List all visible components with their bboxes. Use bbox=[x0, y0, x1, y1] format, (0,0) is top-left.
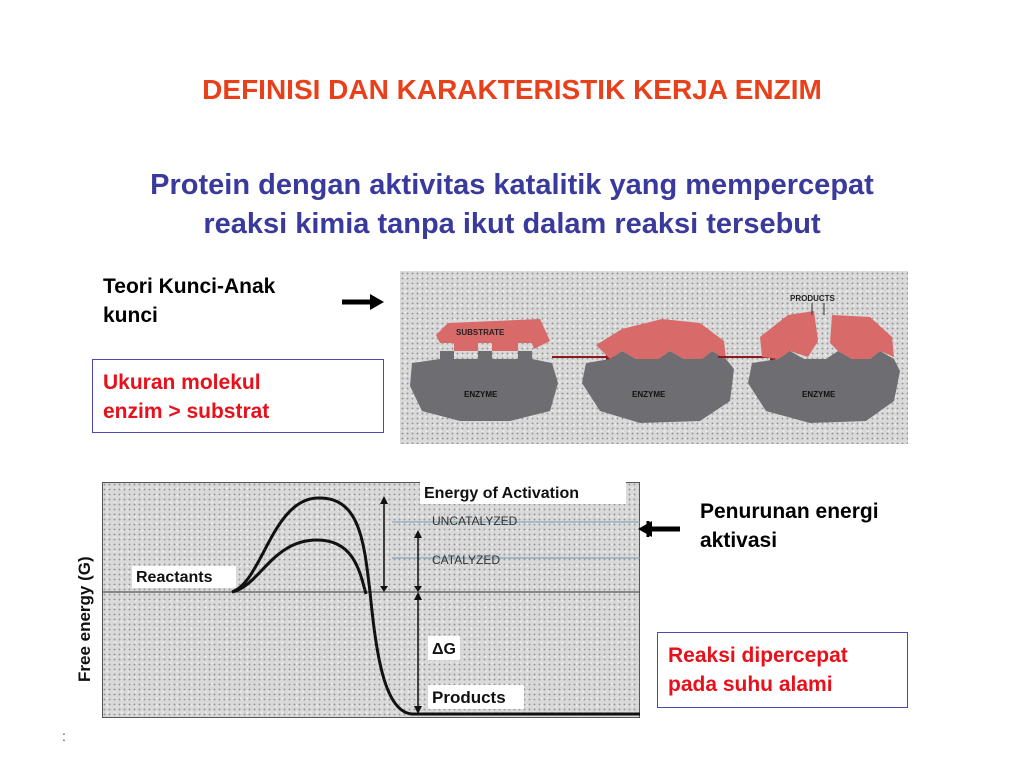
y-axis-label bbox=[70, 512, 98, 712]
catalyzed-curve bbox=[232, 540, 366, 594]
slide-subtitle bbox=[60, 166, 964, 244]
activation-decrease-line-1: Penurunan energi bbox=[700, 500, 879, 523]
uncatalyzed-curve bbox=[232, 498, 640, 714]
products-level-label: Products bbox=[432, 688, 506, 707]
subtitle-line-1: Protein dengan aktivitas katalitik yang mempercepat bbox=[150, 169, 874, 201]
energy-diagram bbox=[102, 482, 640, 718]
reaction-speed-line-2: pada suhu alami bbox=[668, 673, 833, 696]
reactants-label: Reactants bbox=[136, 569, 213, 586]
activation-decrease-line-2: aktivasi bbox=[700, 529, 778, 552]
y-axis-text: Free energy (G) bbox=[75, 556, 94, 682]
substrate-shape-2 bbox=[596, 319, 726, 359]
lock-key-label-line-1: Teori Kunci-Anak bbox=[103, 275, 276, 298]
enzyme-shape-2 bbox=[582, 351, 734, 423]
right-arrow-icon bbox=[340, 292, 386, 312]
left-arrow-icon bbox=[636, 518, 682, 540]
activation-decrease-label bbox=[700, 497, 879, 555]
subtitle-line-2: reaksi kimia tanpa ikut dalam reaksi tersebut bbox=[203, 208, 821, 240]
substrate-label: SUBSTRATE bbox=[456, 328, 505, 337]
slide-title: DEFINISI DAN KARAKTERISTIK KERJA ENZIM bbox=[202, 74, 822, 105]
uncatalyzed-label: UNCATALYZED bbox=[432, 514, 518, 528]
enzyme-size-line-2: enzim > substrat bbox=[103, 400, 270, 423]
delta-g-label: ΔG bbox=[432, 641, 456, 658]
activation-energy-label: Energy of Activation bbox=[424, 485, 579, 502]
enzyme-shape-3 bbox=[748, 351, 900, 423]
catalyzed-label: CATALYZED bbox=[432, 553, 501, 567]
lock-key-figure bbox=[400, 271, 908, 444]
enzyme-label-3: ENZYME bbox=[802, 390, 836, 399]
enzyme-size-box bbox=[92, 359, 384, 433]
enzyme-size-line-1: Ukuran molekul bbox=[103, 371, 261, 394]
reaction-speed-line-1: Reaksi dipercepat bbox=[668, 644, 848, 667]
enzyme-label-2: ENZYME bbox=[632, 390, 666, 399]
reaction-speed-box bbox=[657, 632, 908, 708]
products-label: PRODUCTS bbox=[790, 294, 835, 303]
footer-mark: : bbox=[62, 728, 66, 744]
enzyme-shape-1 bbox=[410, 351, 558, 421]
lock-key-label bbox=[103, 272, 275, 330]
lock-key-label-line-2: kunci bbox=[103, 304, 158, 327]
enzyme-label-1: ENZYME bbox=[464, 390, 498, 399]
